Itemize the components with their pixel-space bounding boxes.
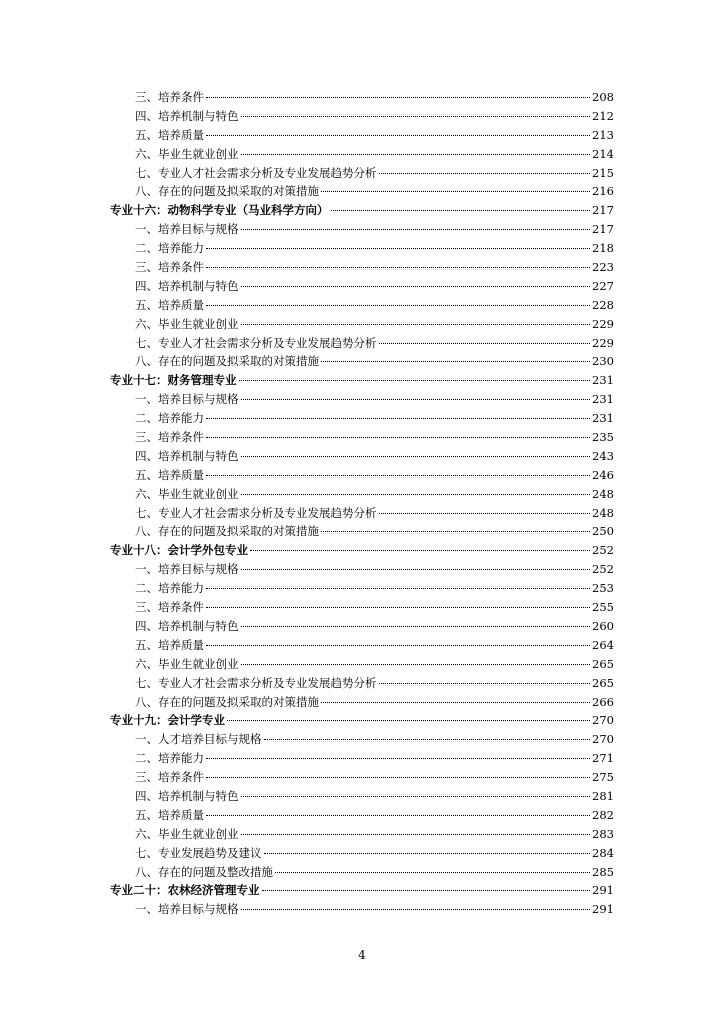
toc-entry-page: 285 [592,864,614,879]
toc-leader-dots [206,305,590,306]
toc-entry-page: 230 [592,354,614,369]
toc-entry-label: 专业二十：农林经济管理专业 [110,883,260,898]
toc-subsection-entry[interactable] [110,655,614,674]
toc-entry-label: 三、培养条件 [135,260,204,275]
toc-entry-label: 五、培养质量 [135,807,204,822]
toc-subsection-entry[interactable] [110,617,614,636]
toc-entry-label: 三、培养条件 [135,600,204,615]
toc-subsection-entry[interactable] [110,768,614,787]
toc-entry-label: 五、培养质量 [135,297,204,312]
toc-subsection-entry[interactable] [110,107,614,126]
toc-leader-dots [241,626,591,627]
toc-leader-dots [379,173,591,174]
toc-entry-label: 七、专业人才社会需求分析及专业发展趋势分析 [135,335,377,350]
toc-subsection-entry[interactable] [110,522,614,541]
toc-entry-label: 八、存在的问题及拟采取的对策措施 [135,184,319,199]
toc-leader-dots [241,286,591,287]
toc-entry-page: 284 [592,845,614,860]
toc-entry-label: 一、培养目标与规格 [135,562,239,577]
toc-entry-label: 四、培养机制与特色 [135,788,239,803]
toc-leader-dots [206,248,590,249]
toc-subsection-entry[interactable] [110,787,614,806]
toc-entry-label: 二、培养能力 [135,581,204,596]
toc-subsection-entry[interactable] [110,258,614,277]
toc-section-entry[interactable] [110,201,614,220]
toc-entry-label: 四、培养机制与特色 [135,278,239,293]
toc-entry-label: 六、毕业生就业创业 [135,656,239,671]
toc-entry-label: 四、培养机制与特色 [135,448,239,463]
toc-leader-dots [241,569,591,570]
toc-entry-label: 四、培养机制与特色 [135,108,239,123]
toc-subsection-entry[interactable] [110,296,614,315]
toc-entry-page: 281 [592,788,614,803]
toc-entry-page: 260 [592,618,614,633]
toc-entry-label: 六、毕业生就业创业 [135,826,239,841]
toc-leader-dots [379,683,591,684]
toc-leader-dots [206,437,590,438]
toc-entry-page: 228 [592,297,614,312]
toc-leader-dots [241,834,591,835]
toc-subsection-entry[interactable] [110,315,614,334]
toc-entry-page: 223 [592,260,614,275]
toc-subsection-entry[interactable] [110,504,614,523]
toc-entry-page: 282 [592,807,614,822]
toc-leader-dots [241,909,591,910]
toc-section-entry[interactable] [110,711,614,730]
toc-entry-label: 六、毕业生就业创业 [135,486,239,501]
toc-leader-dots [206,758,590,759]
toc-leader-dots [321,191,590,192]
toc-subsection-entry[interactable] [110,88,614,107]
toc-entry-page: 218 [592,241,614,256]
toc-entry-page: 266 [592,694,614,709]
toc-entry-page: 253 [592,581,614,596]
toc-entry-label: 四、培养机制与特色 [135,618,239,633]
toc-leader-dots [241,796,591,797]
toc-leader-dots [264,853,591,854]
toc-subsection-entry[interactable] [110,598,614,617]
toc-leader-dots [206,607,590,608]
toc-leader-dots [241,494,591,495]
toc-leader-dots [241,229,591,230]
toc-section-entry[interactable] [110,541,614,560]
toc-entry-page: 213 [592,127,614,142]
toc-entry-page: 250 [592,524,614,539]
toc-subsection-entry[interactable] [110,825,614,844]
toc-subsection-entry[interactable] [110,749,614,768]
toc-entry-label: 五、培养质量 [135,637,204,652]
toc-leader-dots [206,267,590,268]
toc-entry-page: 270 [592,732,614,747]
toc-entry-page: 252 [592,562,614,577]
toc-subsection-entry[interactable] [110,863,614,882]
toc-leader-dots [241,116,591,117]
toc-subsection-entry[interactable] [110,466,614,485]
toc-entry-label: 三、培养条件 [135,430,204,445]
toc-leader-dots [206,475,590,476]
toc-entry-page: 229 [592,335,614,350]
toc-entry-label: 一、人才培养目标与规格 [135,732,262,747]
toc-entry-page: 243 [592,448,614,463]
toc-section-entry[interactable] [110,371,614,390]
toc-leader-dots [241,456,591,457]
toc-entry-label: 一、培养目标与规格 [135,392,239,407]
toc-subsection-entry[interactable] [110,485,614,504]
toc-leader-dots [206,588,590,589]
toc-entry-label: 七、专业发展趋势及建议 [135,845,262,860]
toc-subsection-entry[interactable] [110,126,614,145]
toc-entry-label: 专业十六：动物科学专业（马业科学方向） [110,203,329,218]
toc-subsection-entry[interactable] [110,693,614,712]
toc-entry-label: 一、培养目标与规格 [135,222,239,237]
toc-leader-dots [241,664,591,665]
table-of-contents [110,88,614,919]
toc-entry-label: 三、培养条件 [135,90,204,104]
toc-entry-page: 217 [592,203,614,218]
toc-leader-dots [250,550,590,551]
toc-leader-dots [206,645,590,646]
toc-subsection-entry[interactable] [110,390,614,409]
toc-entry-label: 三、培养条件 [135,770,204,785]
toc-subsection-entry[interactable] [110,447,614,466]
toc-entry-label: 五、培养质量 [135,467,204,482]
toc-entry-page: 252 [592,543,614,558]
page-number: 4 [358,948,366,962]
toc-entry-page: 214 [592,146,614,161]
toc-subsection-entry[interactable] [110,277,614,296]
toc-entry-page: 217 [592,222,614,237]
toc-entry-page: 208 [592,90,614,104]
toc-entry-page: 212 [592,108,614,123]
toc-entry-label: 二、培养能力 [135,411,204,426]
toc-entry-page: 265 [592,675,614,690]
toc-entry-page: 270 [592,713,614,728]
toc-entry-label: 专业十八：会计学外包专业 [110,543,248,558]
toc-subsection-entry[interactable] [110,145,614,164]
toc-entry-label: 专业十七：财务管理专业 [110,373,237,388]
toc-subsection-entry[interactable] [110,674,614,693]
toc-leader-dots [275,872,590,873]
toc-subsection-entry[interactable] [110,636,614,655]
toc-subsection-entry[interactable] [110,352,614,371]
toc-entry-label: 六、毕业生就业创业 [135,146,239,161]
toc-entry-label: 二、培养能力 [135,751,204,766]
toc-leader-dots [321,702,590,703]
toc-entry-page: 231 [592,373,614,388]
toc-entry-label: 七、专业人才社会需求分析及专业发展趋势分析 [135,675,377,690]
toc-entry-page: 291 [592,883,614,898]
toc-subsection-entry[interactable] [110,560,614,579]
toc-entry-page: 215 [592,165,614,180]
toc-entry-label: 八、存在的问题及拟采取的对策措施 [135,524,319,539]
toc-entry-label: 八、存在的问题及整改措施 [135,864,273,879]
toc-entry-label: 七、专业人才社会需求分析及专业发展趋势分析 [135,165,377,180]
toc-entry-label: 二、培养能力 [135,241,204,256]
toc-subsection-entry[interactable] [110,730,614,749]
toc-entry-page: 255 [592,600,614,615]
toc-subsection-entry[interactable] [110,900,614,919]
toc-entry-page: 246 [592,467,614,482]
toc-leader-dots [241,154,591,155]
toc-leader-dots [206,777,590,778]
toc-subsection-entry[interactable] [110,806,614,825]
toc-entry-label: 五、培养质量 [135,127,204,142]
toc-leader-dots [206,97,590,98]
toc-subsection-entry[interactable] [110,220,614,239]
toc-entry-label: 七、专业人才社会需求分析及专业发展趋势分析 [135,505,377,520]
toc-leader-dots [239,380,591,381]
toc-section-entry[interactable] [110,881,614,900]
toc-leader-dots [206,815,590,816]
toc-entry-page: 231 [592,411,614,426]
toc-leader-dots [264,739,591,740]
toc-entry-page: 264 [592,637,614,652]
toc-leader-dots [321,531,590,532]
toc-entry-label: 一、培养目标与规格 [135,902,239,917]
toc-entry-page: 248 [592,505,614,520]
toc-entry-page: 283 [592,826,614,841]
toc-entry-page: 248 [592,486,614,501]
toc-entry-page: 229 [592,316,614,331]
toc-subsection-entry[interactable] [110,409,614,428]
toc-leader-dots [379,513,591,514]
toc-entry-page: 265 [592,656,614,671]
toc-entry-label: 专业十九：会计学专业 [110,713,225,728]
toc-entry-label: 六、毕业生就业创业 [135,316,239,331]
toc-leader-dots [241,324,591,325]
toc-leader-dots [379,343,591,344]
toc-entry-label: 八、存在的问题及拟采取的对策措施 [135,694,319,709]
toc-leader-dots [206,418,590,419]
toc-entry-page: 227 [592,278,614,293]
toc-entry-page: 235 [592,430,614,445]
toc-leader-dots [321,361,590,362]
toc-subsection-entry[interactable] [110,334,614,353]
toc-leader-dots [331,210,591,211]
toc-leader-dots [262,890,591,891]
toc-subsection-entry[interactable] [110,428,614,447]
toc-entry-label: 八、存在的问题及拟采取的对策措施 [135,354,319,369]
toc-leader-dots [206,135,590,136]
toc-subsection-entry[interactable] [110,844,614,863]
toc-leader-dots [227,720,590,721]
toc-subsection-entry[interactable] [110,239,614,258]
toc-entry-page: 271 [592,751,614,766]
toc-entry-page: 216 [592,184,614,199]
toc-entry-page: 291 [592,902,614,917]
toc-subsection-entry[interactable] [110,182,614,201]
toc-entry-page: 275 [592,770,614,785]
toc-leader-dots [241,399,591,400]
toc-subsection-entry[interactable] [110,164,614,183]
toc-entry-page: 231 [592,392,614,407]
toc-subsection-entry[interactable] [110,579,614,598]
